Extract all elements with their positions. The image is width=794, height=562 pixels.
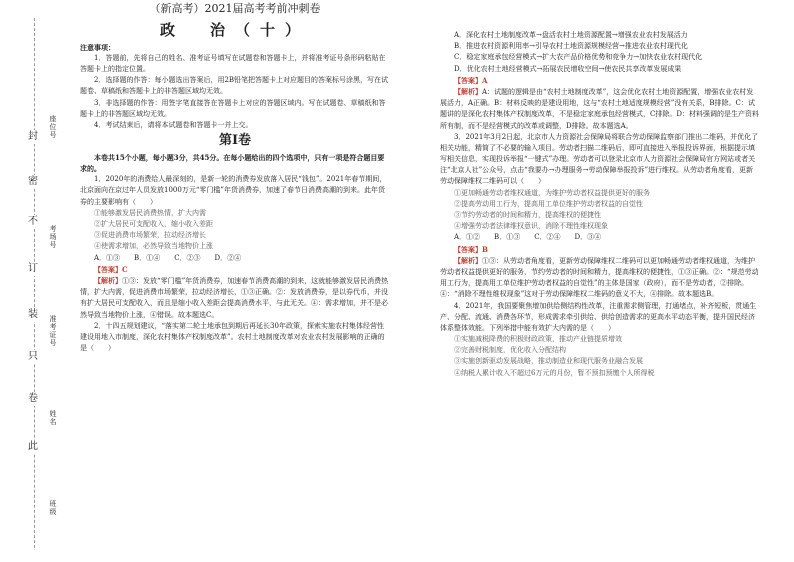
q4-option: ②完善财税制度，优化收入分配结构 [454, 346, 566, 355]
binding-mark: 封 [28, 131, 38, 142]
q2-analysis: A：试题的逻辑是由“农村土地制度改革”，这会优化农村土地资源配置，增强农业农村发展活力，A正确。B：材料反映的是建设用地，这与“农村土地适度规模经营”没有关系，B排除。C：试题讲的是深化农村集体产权制度改革，不是稳定家庭承包经营模式，C排除。D：材料强调的是生产资料所有制，而不是经营模式的改革或调整，D排除。故本题选A。 [440, 87, 759, 130]
q2-option: B．推进农村资源利用率→引导农村土地资源规模经营→推进农业农村现代化 [454, 42, 688, 51]
q3-option: ④增强劳动者法律维权意识，消除不理性维权现象 [454, 222, 608, 231]
q3-analysis: ①③：从劳动者角度看，更新劳动保障维权二维码可以更加畅通劳动者维权通道，为维护劳动者权益提供更好的服务，节约劳动者的时间和精力，提高维权的便捷性，①③正确。②：“规范劳动用工行为，提高用工单位维护劳动者权益的自觉性”的主体是国家（政府），而不是劳动者，②排除。④：“消除不理性维权现象”这对于劳动保障维权二维码的意义不大，④排除。故本题选B。 [440, 256, 759, 299]
q1-option: ③促进消费市场繁荣，拉动经济增长 [94, 231, 206, 240]
q3-answer: 【答案】B [454, 244, 488, 254]
question-3: 3．2021年3月2日起，北京市人力资源社会保障局将联合劳动保障监察部门推出二维码，并优化了相关功能，精简了不必要的输入项目。劳动者扫描二维码后，即可直接进入举报投诉界面，根据提示填写相关信息，实现投诉举报“一键式”办理。劳动者可以登录北京市人力资源社会保障局官方网站或者关注“北京人社”公众号，点击“我要办→办理服务→劳动保障举报投诉”进行维权。从劳动者角度看，更新劳动保障维权二维码可以（ ） [440, 132, 759, 186]
q1-analysis-label: 【解析】 [94, 275, 122, 285]
q2-answer: 【答案】A [454, 75, 488, 85]
name-field: 姓名 [49, 410, 57, 426]
subject-title: 政 治（十） [159, 20, 310, 39]
left-column [80, 0, 390, 354]
q2-analysis-label: 【解析】 [454, 86, 482, 96]
binding-mark: 此 [28, 441, 38, 452]
q3-analysis-label: 【解析】 [454, 255, 482, 265]
exam-room-field: 考场号 [49, 225, 57, 249]
note-item: 4．考试结束后，请将本试题卷和答题卡一并上交。 [94, 120, 253, 129]
q2-option: D．优化农村土地经营模式→拓展农民增收空间→使农民共享改革发展成果 [454, 64, 682, 73]
note-item: 1．答题前，先将自己的姓名、准考证号填写在试题卷和答题卡上，并将准考证号条形码粘贴在答题卡上的指定位置。 [80, 53, 386, 73]
q4-option: ④纳税人累计收入不超过6万元的月份，暂不预扣预缴个人所得税 [454, 368, 655, 377]
note-item: 2．选择题的作答：每小题选出答案后，用2B铅笔把答题卡上对应题目的答案标号涂黑，写在试题卷、草稿纸和答题卡上的非答题区域均无效。 [80, 76, 389, 96]
q3-option: ②提高劳动用工行为，提高用工单位维护劳动者权益的自觉性 [454, 199, 643, 208]
binding-mark: 卷 [28, 393, 38, 404]
q2-option: C．稳定家庭承包经营模式→扩大农产品价格优势和竞争力→加快农业农村现代化 [454, 53, 703, 62]
question-2: 2．十四五规划建议，“落实第二轮土地承包到期后再延长30年政策，探索实施农村集体经营性建设用地入市制度，深化农村集体产权制度改革”。农村土地制度改革对农业农村发展影响的正确的是（ ） [80, 321, 385, 353]
class-field: 班级 [49, 500, 57, 516]
section-intro: 本卷共15个小题，每小题3分，共45分。在每小题给出的四个选项中，只有一项是符合题目要求的。 [80, 152, 385, 174]
question-4: 4．2021年，我国要聚焦增加供给侧结构性改革，注重需求侧管理，打通堵点，补齐短板，贯通生产、分配、流通、消费各环节，形成需求牵引供给、供给创造需求的更高水平动态平衡，提升国民经济体系整体效能。下列举措中能有效扩大内需的是（ ） [440, 301, 757, 332]
note-item: 3．非选择题的作答：用签字笔直接答在答题卡上对应的答题区域内。写在试题卷、草稿纸和答题卡上的非答题区域均无效。 [80, 98, 386, 118]
binding-strip [0, 0, 70, 562]
binding-mark: 不 [28, 216, 38, 227]
dashed-binding-line [34, 18, 35, 548]
q4-option: ③实施创新驱动发展战略，推动制造业和现代服务业融合发展 [454, 357, 643, 366]
notes-header: 注意事项： [80, 42, 115, 52]
binding-mark: 装 [28, 309, 38, 320]
q3-choices: A．①② B．①③ C．②④ D．③④ [454, 233, 602, 242]
q3-option: ①更加畅通劳动者维权通道，为维护劳动者权益提供更好的服务 [454, 188, 650, 197]
seat-number-field: 座位号 [49, 115, 57, 139]
q4-option: ①实施减税降费的积极财政政策，推动产业链提质增效 [454, 335, 622, 344]
binding-mark: 订 [28, 263, 38, 274]
question-1: 1．2020年的消费给人最深刻的，是新一轮的消费券发放落入居民“钱包”。2021年春节期间，北京面向在京过年人员发放1000万元“零门槛”年货消费券，加速了春节日消费高潮的到来。此年货券的主要影响有（ ） [80, 175, 387, 206]
q1-analysis: ①③：发放“零门槛”年货消费券，加速春节消费高潮的到来，这就能够激发居民消费热情，扩大内需，促进消费市场繁荣，拉动经济增长，①③正确。②：发放消费券，是以券代币，并没有扩大居民可支配收入，而且是缩小收入差距会提高消费水平，与此无关。④：需求增加，并不是必然导致当地物价上涨，④错误。故本题选C。 [80, 276, 389, 319]
binding-mark: 密 [28, 176, 38, 187]
q3-option: ③节约劳动者的时间和精力，提高维权的便捷性 [454, 211, 601, 219]
q1-choices: A．①③ B．①④ C．②③ D．②④ [94, 253, 242, 262]
right-column [440, 30, 760, 379]
admission-number-field: 准考证号 [49, 315, 57, 347]
section-title: 第Ⅰ卷 [218, 133, 252, 149]
binding-mark: 只 [28, 351, 38, 362]
q2-option: A．深化农村土地制度改革→盘活农村土地资源配置→增强农业农村发展活力 [454, 31, 688, 39]
q1-option: ①能够激发居民消费热情，扩大内需 [94, 208, 206, 217]
q1-option: ④使需求增加，必然导致当地物价上涨 [94, 242, 213, 251]
q1-answer: 【答案】C [94, 264, 128, 274]
exam-title: （新高考）2021届高考考前冲刺卷 [149, 2, 321, 15]
q1-option: ②扩大居民可支配收入，缩小收入差距 [94, 220, 213, 229]
